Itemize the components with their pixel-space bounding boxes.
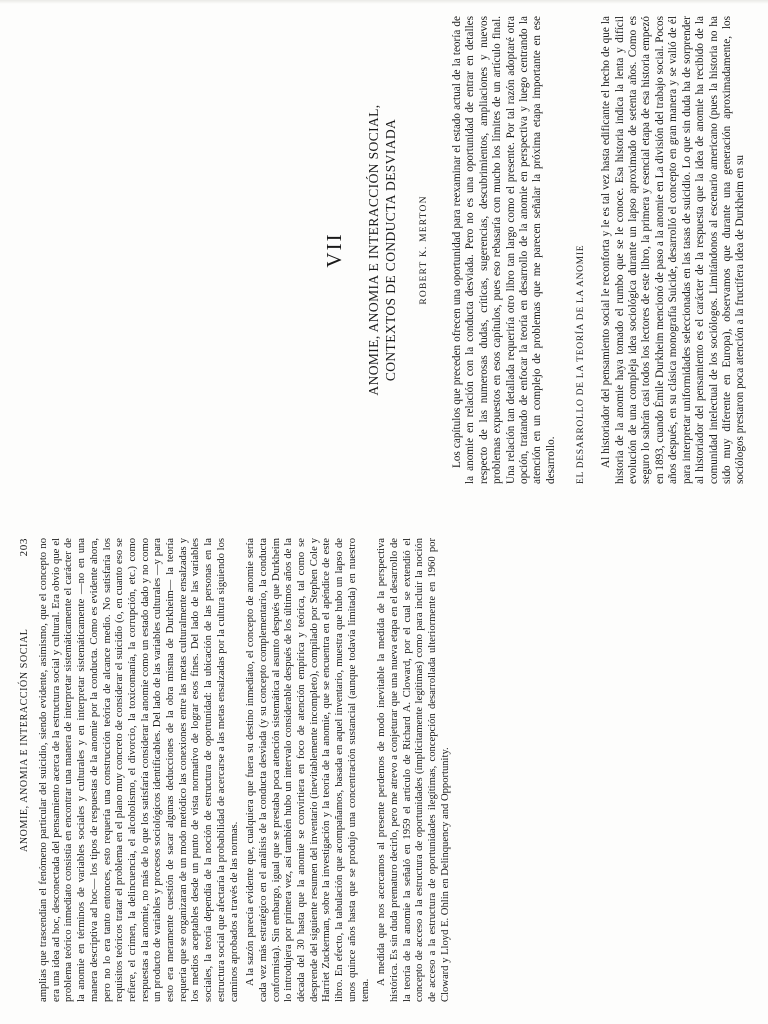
left-page bbox=[0, 512, 768, 1024]
chapter-number: VII bbox=[322, 232, 346, 268]
author-name: ROBERT K. MERTON bbox=[419, 195, 429, 305]
paragraph: amplias que trascendían el fenómeno particular del suicidio, siendo evidente, asimismo, que el concepto no era una idea ad hoc, desconectada del pensamiento acerca de la estructura social y cultural. Era obvio que el problema teórico inmediato consistía en encontrar una manera de interpretar sistemáticamente el carácter de la anomie en términos de variables sociales y culturales y en interpretar sistemáticamente —no en una manera descriptiva ad hoc— los tipos de respuestas de la anomie por la conducta. Como es evidente ahora, pero no lo era tanto entonces, esto requería una construcción teórica de alcance medio. No satisfaría los requisitos teóricos tratar el problema en el plano muy concreto de considerar el suicidio (o, en cuanto eso se refiere, el crimen, la delincuencia, el alcoholismo, el divorcio, la toxicomanía, la corrupción, etc.) como respuestas a la anomie, no más de lo que los satisfaría considerar la anomie como un estado dado y no como un producto de variables y procesos sociológicos identificables. Del lado de las variables culturales —y para esto era meramente cuestión de sacar algunas deducciones de la obra misma de Durkheim— la teoría requería que se organizaran de un modo metódico las conexiones entre las metas culturalmente ensalzadas y los medios aceptables desde un punto de vista normativo de lograr esos fines. Del lado de las variables sociales, la teoría dependía de la noción de estructura de oportunidad: la ubicación de las personas en la estructura social que afectaría la probabilidad de acercarse a las metas ensalzadas por la cultura siguiendo los caminos aprobados a través de las normas. bbox=[38, 538, 240, 1002]
page-number: 203 bbox=[18, 538, 30, 557]
chapter-title bbox=[365, 16, 399, 484]
section-paragraph: Al historiador del pensamiento social le reconforta y le es tal vez hasta edificante el hecho de que la historia de la anomie haya tomado el rumbo que se le conoce. Esa historia indica la lenta y difícil evolución de una compleja idea sociológica durante un lapso aproximado de setenta años. Como es seguro lo sabrán casi todos los lectores de este libro, la primera y esencial etapa de esa historia empezó en 1893, cuando Émile Durkheim mencionó de paso a la anomie en La división del trabajo social. Pocos años después, en su clásica monografía Suicide, desarrolló el concepto en gran manera y se valió de él para interpretar uniformidades seleccionadas en las tasas de suicidio. Lo que sin duda ha de sorprender al historiador del pensamiento es el carácter de la respuesta que la idea de anomie ha recibido de la comunidad intelectual de los sociólogos. Limitándonos al escenario americano (pues la historia no ha sido muy diferente en Europa), observamos que durante una generación aproximadamente, los sociólogos prestaron poca atención a la fructífera idea de Durkheim en su bbox=[600, 16, 747, 484]
running-head bbox=[18, 538, 30, 1002]
section-heading: EL DESARROLLO DE LA TEORÍA DE LA ANOMIE bbox=[576, 244, 587, 484]
paragraph: A la sazón parecía evidente que, cualquiera que fuera su destino inmediato, el concepto de anomie sería cada vez más estratégico en el análisis de la conducta desviada (y su concepto complementario, la conducta conformista). Sin embargo, igual que se prestaba poca atención sistemática al asunto después que Durkheim lo introdujera por primera vez, así también hubo un intervalo considerable después de los últimos años de la década del 30 hasta que la anomie se convirtiera en foco de atención empírica y teórica, tal como se desprende del siguiente resumen del inventario (inevitablemente incompleto), compilado por Stephen Cole y Harriet Zuckerman, sobre la investigación y la teoría de la anomie, que se encuentra en el apéndice de este libro. En efecto, la tabulación que acompañamos, basada en aquel inventario, muestra que hubo un lapso de unos quince años hasta que se produjo una concentración sustancial (aunque todavía limitada) en nuestro tema. bbox=[245, 538, 371, 1002]
chapter-title-line: CONTEXTOS DE CONDUCTA DESVIADA bbox=[383, 118, 398, 382]
paragraph: A medida que nos acercamos al presente perdemos de modo inevitable la medida de la perspectiva histórica. Es sin duda prematuro decirlo, pero me atrevo a conjeturar que una nueva etapa en el desarrollo de la teoría de la anomie la señaló en 1959 el artículo de Richard A. Cloward, por el cual se extendió el concepto de acceso a la estructura de oportunidades (implícitamente legítimas) como para incluir la noción de acceso a la estructura de oportunidades ilegítimas, concepción desarrollada ulteriormente en 1960 por Cloward y Lloyd E. Ohlin en Delinquency and Opportunity. bbox=[376, 538, 451, 1002]
intro-paragraph: Los capítulos que preceden ofrecen una oportunidad para reexaminar el estado actual de la teoría de la anomie en relación con la conducta desviada. Pero no es una oportunidad de entrar en detalles respecto de las numerosas dudas, críticas, sugerencias, descubrimientos, ampliaciones y nuevos problemas expuestos en esos capítulos, pues eso rebasaría con mucho los límites de un artículo final. Una relación tan detallada requeriría otro libro tan largo como el presente. Por tal razón adoptaré otra opción, tratando de enfocar la teoría en desarrollo de la anomie en perspectiva y luego centrando la atención en un complejo de problemas que me parecen señalar la próxima etapa importante en ese desarrollo. bbox=[451, 16, 557, 484]
running-head-title: ANOMIE, ANOMIA E INTERACCIÓN SOCIAL bbox=[19, 628, 30, 852]
chapter-title-line: ANOMIE, ANOMIA E INTERACCIÓN SOCIAL, bbox=[366, 104, 381, 396]
